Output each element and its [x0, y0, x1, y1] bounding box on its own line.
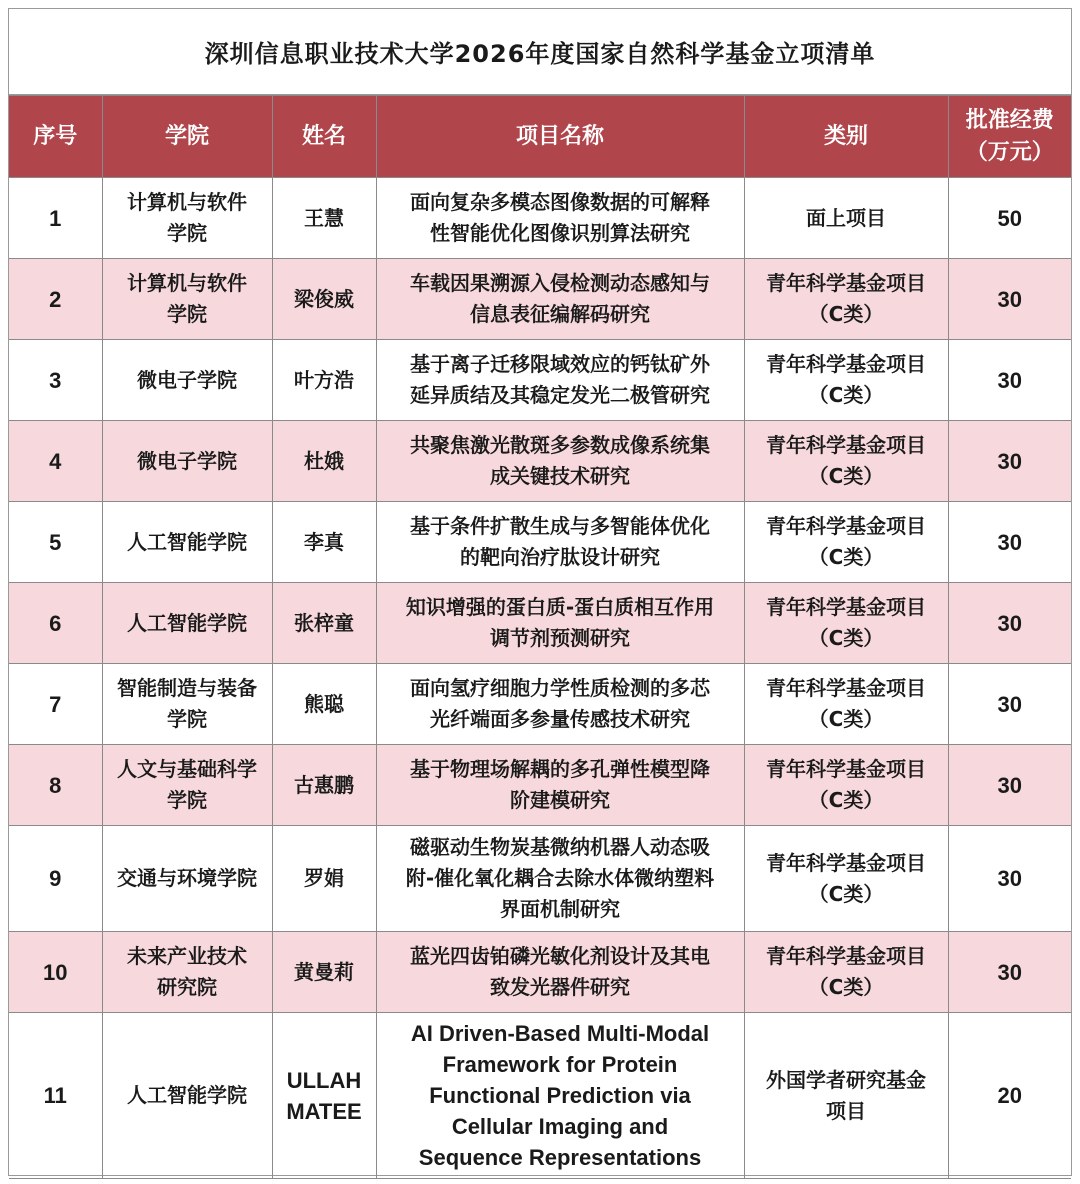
cell-funding: 30 [948, 664, 1071, 745]
table-row [9, 178, 1071, 259]
cell-project-line: 光纤端面多参量传感技术研究 [430, 707, 690, 731]
cell-no: 6 [9, 583, 102, 664]
cell-project-line: 基于离子迁移限域效应的钙钛矿外 [410, 352, 710, 376]
cell-name [272, 826, 376, 932]
cell-category-line: 青年科学基金项目 [766, 944, 926, 968]
cell-category [744, 259, 948, 340]
cell-no: 8 [9, 745, 102, 826]
cell-college [102, 826, 272, 932]
cell-category-line: 青年科学基金项目 [766, 757, 926, 781]
cell-category-line: （C类） [808, 383, 884, 407]
cell-name-line: 罗娟 [304, 866, 344, 890]
cell-category-line: 青年科学基金项目 [766, 676, 926, 700]
cell-category [744, 1013, 948, 1179]
cell-name-line: 张梓童 [294, 610, 354, 635]
cell-project-line: 基于条件扩散生成与多智能体优化 [410, 514, 710, 538]
cell-category [744, 340, 948, 421]
cell-name [272, 259, 376, 340]
cell-category-line: （C类） [808, 302, 884, 326]
cell-project-line: 调节剂预测研究 [490, 626, 630, 650]
cell-college-line: 微电子学院 [137, 448, 237, 473]
table-row [9, 340, 1071, 421]
cell-category-line: 青年科学基金项目 [766, 433, 926, 457]
cell-name [272, 583, 376, 664]
cell-category-line: 外国学者研究基金 [766, 1067, 926, 1092]
cell-college [102, 1013, 272, 1179]
cell-funding: 30 [948, 502, 1071, 583]
cell-project [376, 932, 744, 1013]
cell-no: 9 [9, 826, 102, 932]
cell-college-line: 计算机与软件 [127, 271, 247, 295]
cell-project [376, 178, 744, 259]
cell-no: 7 [9, 664, 102, 745]
cell-project-line: 延异质结及其稳定发光二极管研究 [410, 383, 710, 407]
cell-funding: 50 [948, 178, 1071, 259]
cell-category-line: 青年科学基金项目 [766, 352, 926, 376]
cell-name [272, 340, 376, 421]
cell-name [272, 421, 376, 502]
cell-project [376, 1013, 744, 1179]
cell-funding: 30 [948, 826, 1071, 932]
cell-college-line: 学院 [167, 221, 207, 245]
table-row [9, 583, 1071, 664]
header-funding-line2: （万元） [965, 139, 1054, 165]
cell-college-line: 学院 [167, 707, 207, 731]
cell-project-line: 致发光器件研究 [490, 975, 630, 999]
cell-no: 3 [9, 340, 102, 421]
cell-project-line: Functional Prediction via [429, 1083, 691, 1108]
cell-category-line: （C类） [808, 975, 884, 999]
cell-college [102, 502, 272, 583]
table-row [9, 502, 1071, 583]
cell-name-line: ULLAH [286, 1067, 362, 1093]
cell-college-line: 人工智能学院 [127, 610, 247, 635]
cell-name [272, 664, 376, 745]
cell-name [272, 745, 376, 826]
header-name: 姓名 [272, 96, 376, 178]
cell-project [376, 421, 744, 502]
cell-name-line: 古惠鹏 [294, 772, 354, 797]
header-no: 序号 [9, 96, 102, 178]
cell-college-line: 学院 [167, 302, 207, 326]
cell-project-line: 面向氢疗细胞力学性质检测的多芯 [410, 676, 710, 700]
cell-name-line: MATEE [286, 1098, 362, 1124]
cell-college-line: 研究院 [157, 975, 217, 999]
cell-project-line: AI Driven-Based Multi-Modal [410, 1021, 710, 1046]
header-funding [948, 96, 1071, 178]
header-category: 类别 [744, 96, 948, 178]
cell-category [744, 502, 948, 583]
cell-category-line: 青年科学基金项目 [766, 514, 926, 538]
cell-project [376, 583, 744, 664]
cell-category [744, 826, 948, 932]
cell-no: 5 [9, 502, 102, 583]
cell-project-line: 的靶向治疗肽设计研究 [460, 545, 660, 569]
cell-category-line: 青年科学基金项目 [766, 850, 926, 875]
cell-project-line: 面向复杂多模态图像数据的可解释 [410, 190, 710, 214]
cell-college [102, 664, 272, 745]
cell-name-line: 黄曼莉 [294, 959, 354, 984]
cell-college [102, 178, 272, 259]
cell-project-line: 成关键技术研究 [490, 464, 630, 488]
cell-college [102, 259, 272, 340]
table-row [9, 259, 1071, 340]
table-row [9, 932, 1071, 1013]
table-row [9, 421, 1071, 502]
cell-category [744, 421, 948, 502]
cell-category [744, 932, 948, 1013]
cell-college-line: 未来产业技术 [127, 944, 247, 968]
cell-funding: 30 [948, 745, 1071, 826]
cell-college-line: 学院 [167, 788, 207, 812]
cell-category [744, 583, 948, 664]
cell-funding: 30 [948, 259, 1071, 340]
cell-project-line: Framework for Protein [442, 1052, 678, 1077]
header-college: 学院 [102, 96, 272, 178]
cell-name-line: 王慧 [304, 205, 344, 230]
table-row [9, 745, 1071, 826]
cell-category-line: 面上项目 [806, 205, 886, 230]
cell-name-line: 熊聪 [304, 691, 344, 716]
cell-category [744, 664, 948, 745]
cell-name-line: 叶方浩 [294, 367, 354, 392]
page-title: 深圳信息职业技术大学2026年度国家自然科学基金立项清单 [9, 9, 1071, 95]
cell-college-line: 人工智能学院 [127, 529, 247, 554]
cell-funding: 30 [948, 340, 1071, 421]
cell-project-line: 共聚焦激光散斑多参数成像系统集 [410, 433, 710, 457]
cell-project-line: 界面机制研究 [500, 897, 620, 921]
cell-name-line: 李真 [304, 529, 344, 554]
cell-category-line: （C类） [808, 707, 884, 731]
cell-project-line: 基于物理场解耦的多孔弹性模型降 [410, 757, 710, 781]
cell-category-line: （C类） [808, 788, 884, 812]
cell-project-line: 磁驱动生物炭基微纳机器人动态吸 [410, 835, 710, 859]
cell-project-line: 附-催化氧化耦合去除水体微纳塑料 [405, 866, 715, 890]
cell-college-line: 计算机与软件 [127, 190, 247, 214]
cell-project-line: Sequence Representations [418, 1145, 702, 1170]
cell-project-line: Cellular Imaging and [451, 1114, 669, 1139]
cell-college-line: 智能制造与装备 [117, 676, 257, 700]
table-row [9, 664, 1071, 745]
cell-college [102, 421, 272, 502]
cell-project [376, 340, 744, 421]
header-funding-line1: 批准经费 [965, 107, 1054, 133]
project-table [9, 95, 1071, 1179]
cell-no: 2 [9, 259, 102, 340]
cell-category-line: （C类） [808, 464, 884, 488]
cell-no: 4 [9, 421, 102, 502]
cell-category [744, 745, 948, 826]
cell-funding: 30 [948, 583, 1071, 664]
cell-name [272, 1013, 376, 1179]
cell-name [272, 502, 376, 583]
cell-college [102, 583, 272, 664]
table-body [9, 178, 1071, 1179]
cell-name-line: 杜娥 [304, 448, 344, 473]
cell-name [272, 932, 376, 1013]
cell-project-line: 车载因果溯源入侵检测动态感知与 [410, 271, 710, 295]
cell-category-line: （C类） [808, 881, 884, 906]
cell-funding: 30 [948, 932, 1071, 1013]
cell-project [376, 826, 744, 932]
cell-category-line: （C类） [808, 626, 884, 650]
cell-funding: 30 [948, 421, 1071, 502]
cell-no: 1 [9, 178, 102, 259]
cell-college [102, 340, 272, 421]
cell-college [102, 745, 272, 826]
header-project: 项目名称 [376, 96, 744, 178]
cell-category-line: 项目 [826, 1098, 866, 1123]
cell-college-line: 人文与基础科学 [117, 757, 257, 781]
cell-project-line: 知识增强的蛋白质-蛋白质相互作用 [405, 595, 715, 619]
cell-college-line: 交通与环境学院 [117, 866, 257, 890]
cell-name [272, 178, 376, 259]
cell-no: 10 [9, 932, 102, 1013]
cell-category [744, 178, 948, 259]
cell-project-line: 阶建模研究 [510, 788, 610, 812]
cell-category-line: 青年科学基金项目 [766, 595, 926, 619]
cell-college-line: 人工智能学院 [127, 1083, 247, 1107]
cell-name-line: 梁俊威 [294, 286, 354, 311]
cell-no: 11 [9, 1013, 102, 1179]
cell-project-line: 性智能优化图像识别算法研究 [430, 221, 690, 245]
funding-list-sheet [8, 8, 1072, 1176]
cell-funding: 20 [948, 1013, 1071, 1179]
cell-project [376, 502, 744, 583]
table-row [9, 826, 1071, 932]
cell-project-line: 蓝光四齿铂磷光敏化剂设计及其电 [410, 944, 710, 968]
cell-college-line: 微电子学院 [137, 367, 237, 392]
cell-project [376, 664, 744, 745]
table-row [9, 1013, 1071, 1179]
cell-project [376, 259, 744, 340]
table-header-row [9, 96, 1071, 178]
cell-category-line: 青年科学基金项目 [766, 271, 926, 295]
cell-project [376, 745, 744, 826]
cell-project-line: 信息表征编解码研究 [470, 302, 650, 326]
cell-category-line: （C类） [808, 545, 884, 569]
cell-college [102, 932, 272, 1013]
